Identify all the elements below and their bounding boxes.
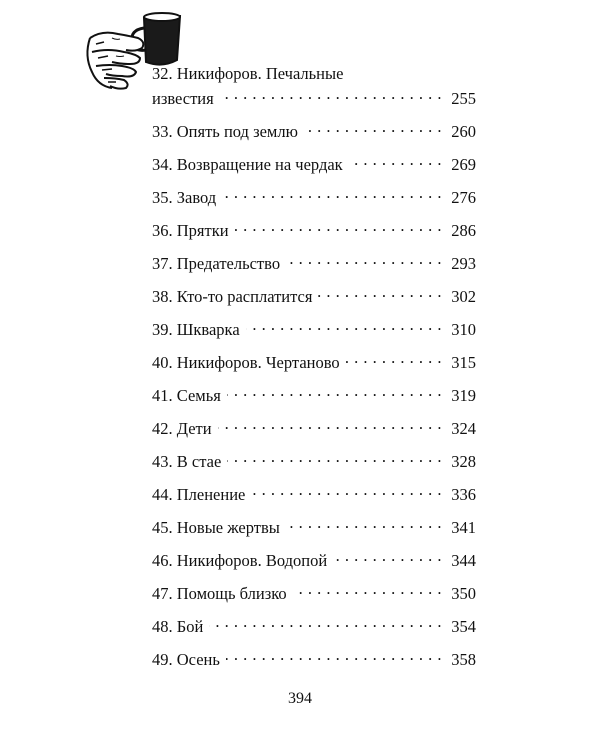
toc-entry-page: 315 — [451, 353, 476, 372]
dot-leader — [251, 480, 442, 500]
toc-entry-page: 344 — [451, 551, 476, 570]
toc-entry-33[interactable] — [152, 117, 476, 150]
toc-entry-44[interactable] — [152, 480, 476, 513]
toc-entry-title: Никифоров. Чертаново — [176, 353, 340, 372]
dot-leader — [227, 447, 442, 467]
toc-entry-number: 34. — [152, 155, 173, 174]
toc-entry-title: Семья — [176, 386, 221, 405]
toc-entry-49[interactable] — [152, 645, 476, 678]
dot-leader — [246, 315, 442, 335]
toc-entry-number: 48. — [152, 617, 173, 636]
dot-leader — [286, 513, 442, 533]
toc-entry-title: Предательство — [176, 254, 281, 273]
toc-entry-page: 260 — [451, 122, 476, 141]
toc-entry-number: 49. — [152, 650, 173, 669]
dot-leader — [220, 84, 442, 104]
toc-entry-42[interactable] — [152, 414, 476, 447]
toc-entry-title: Кто-то расплатится — [176, 287, 313, 306]
dot-leader — [304, 117, 442, 137]
toc-entry-number: 37. — [152, 254, 173, 273]
toc-entry-number: 42. — [152, 419, 173, 438]
toc-entry-page: 310 — [451, 320, 476, 339]
toc-entry-48[interactable] — [152, 612, 476, 645]
dot-leader — [222, 183, 442, 203]
toc-entry-page: 336 — [451, 485, 476, 504]
toc-entry-number: 43. — [152, 452, 173, 471]
toc-entry-title: Прятки — [176, 221, 229, 240]
toc-entry-number: 35. — [152, 188, 173, 207]
dot-leader — [235, 216, 442, 236]
toc-entry-title: Возвращение на чердак — [176, 155, 343, 174]
dot-leader — [226, 645, 442, 665]
toc-entry-title: Бой — [176, 617, 204, 636]
toc-entry-40[interactable] — [152, 348, 476, 381]
toc-entry-title: Опять под землю — [176, 122, 298, 141]
toc-entry-37[interactable] — [152, 249, 476, 282]
dot-leader — [346, 348, 442, 368]
toc-entry-32[interactable] — [152, 64, 476, 117]
toc-entry-title: Осень — [176, 650, 220, 669]
toc-entry-page: 350 — [451, 584, 476, 603]
toc-entry-page: 354 — [451, 617, 476, 636]
toc-entry-page: 302 — [451, 287, 476, 306]
toc-entry-title: Шкварка — [176, 320, 240, 339]
dot-leader — [318, 282, 442, 302]
toc-entry-page: 269 — [451, 155, 476, 174]
toc-entry-page: 328 — [451, 452, 476, 471]
toc-entry-page: 341 — [451, 518, 476, 537]
toc-entry-title-line1: Никифоров. Печальные — [176, 64, 344, 83]
toc-entry-title: Пленение — [176, 485, 246, 504]
toc-entry-title: Помощь близко — [176, 584, 287, 603]
dot-leader — [349, 150, 442, 170]
toc-entry-number: 36. — [152, 221, 173, 240]
dot-leader — [286, 249, 442, 269]
toc-entry-title: Дети — [176, 419, 212, 438]
toc-entry-page: 319 — [451, 386, 476, 405]
toc-entry-number: 38. — [152, 287, 173, 306]
toc-entry-page: 286 — [451, 221, 476, 240]
table-of-contents — [152, 64, 476, 678]
toc-entry-47[interactable] — [152, 579, 476, 612]
toc-entry-page: 358 — [451, 650, 476, 669]
toc-entry-number: 47. — [152, 584, 173, 603]
dot-leader — [293, 579, 442, 599]
toc-entry-number: 39. — [152, 320, 173, 339]
toc-entry-34[interactable] — [152, 150, 476, 183]
dot-leader — [209, 612, 442, 632]
toc-entry-35[interactable] — [152, 183, 476, 216]
dot-leader — [227, 381, 442, 401]
toc-entry-title: В стае — [176, 452, 222, 471]
page-number: 394 — [288, 690, 312, 707]
toc-entry-title: известия — [152, 89, 214, 108]
toc-entry-number: 32. — [152, 64, 173, 83]
toc-entry-number: 45. — [152, 518, 173, 537]
toc-entry-number: 46. — [152, 551, 173, 570]
toc-entry-page: 293 — [451, 254, 476, 273]
toc-entry-46[interactable] — [152, 546, 476, 579]
toc-entry-36[interactable] — [152, 216, 476, 249]
toc-entry-page: 324 — [451, 419, 476, 438]
toc-entry-title: Завод — [176, 188, 217, 207]
toc-entry-title: Новые жертвы — [176, 518, 280, 537]
toc-entry-45[interactable] — [152, 513, 476, 546]
toc-entry-number: 40. — [152, 353, 173, 372]
toc-entry-number: 41. — [152, 386, 173, 405]
toc-entry-page: 276 — [451, 188, 476, 207]
toc-entry-title: Никифоров. Водопой — [176, 551, 328, 570]
toc-entry-41[interactable] — [152, 381, 476, 414]
dot-leader — [333, 546, 442, 566]
dot-leader — [218, 414, 442, 434]
toc-entry-39[interactable] — [152, 315, 476, 348]
toc-entry-number: 33. — [152, 122, 173, 141]
toc-entry-43[interactable] — [152, 447, 476, 480]
toc-entry-38[interactable] — [152, 282, 476, 315]
toc-entry-number: 44. — [152, 485, 173, 504]
toc-entry-page: 255 — [451, 89, 476, 108]
